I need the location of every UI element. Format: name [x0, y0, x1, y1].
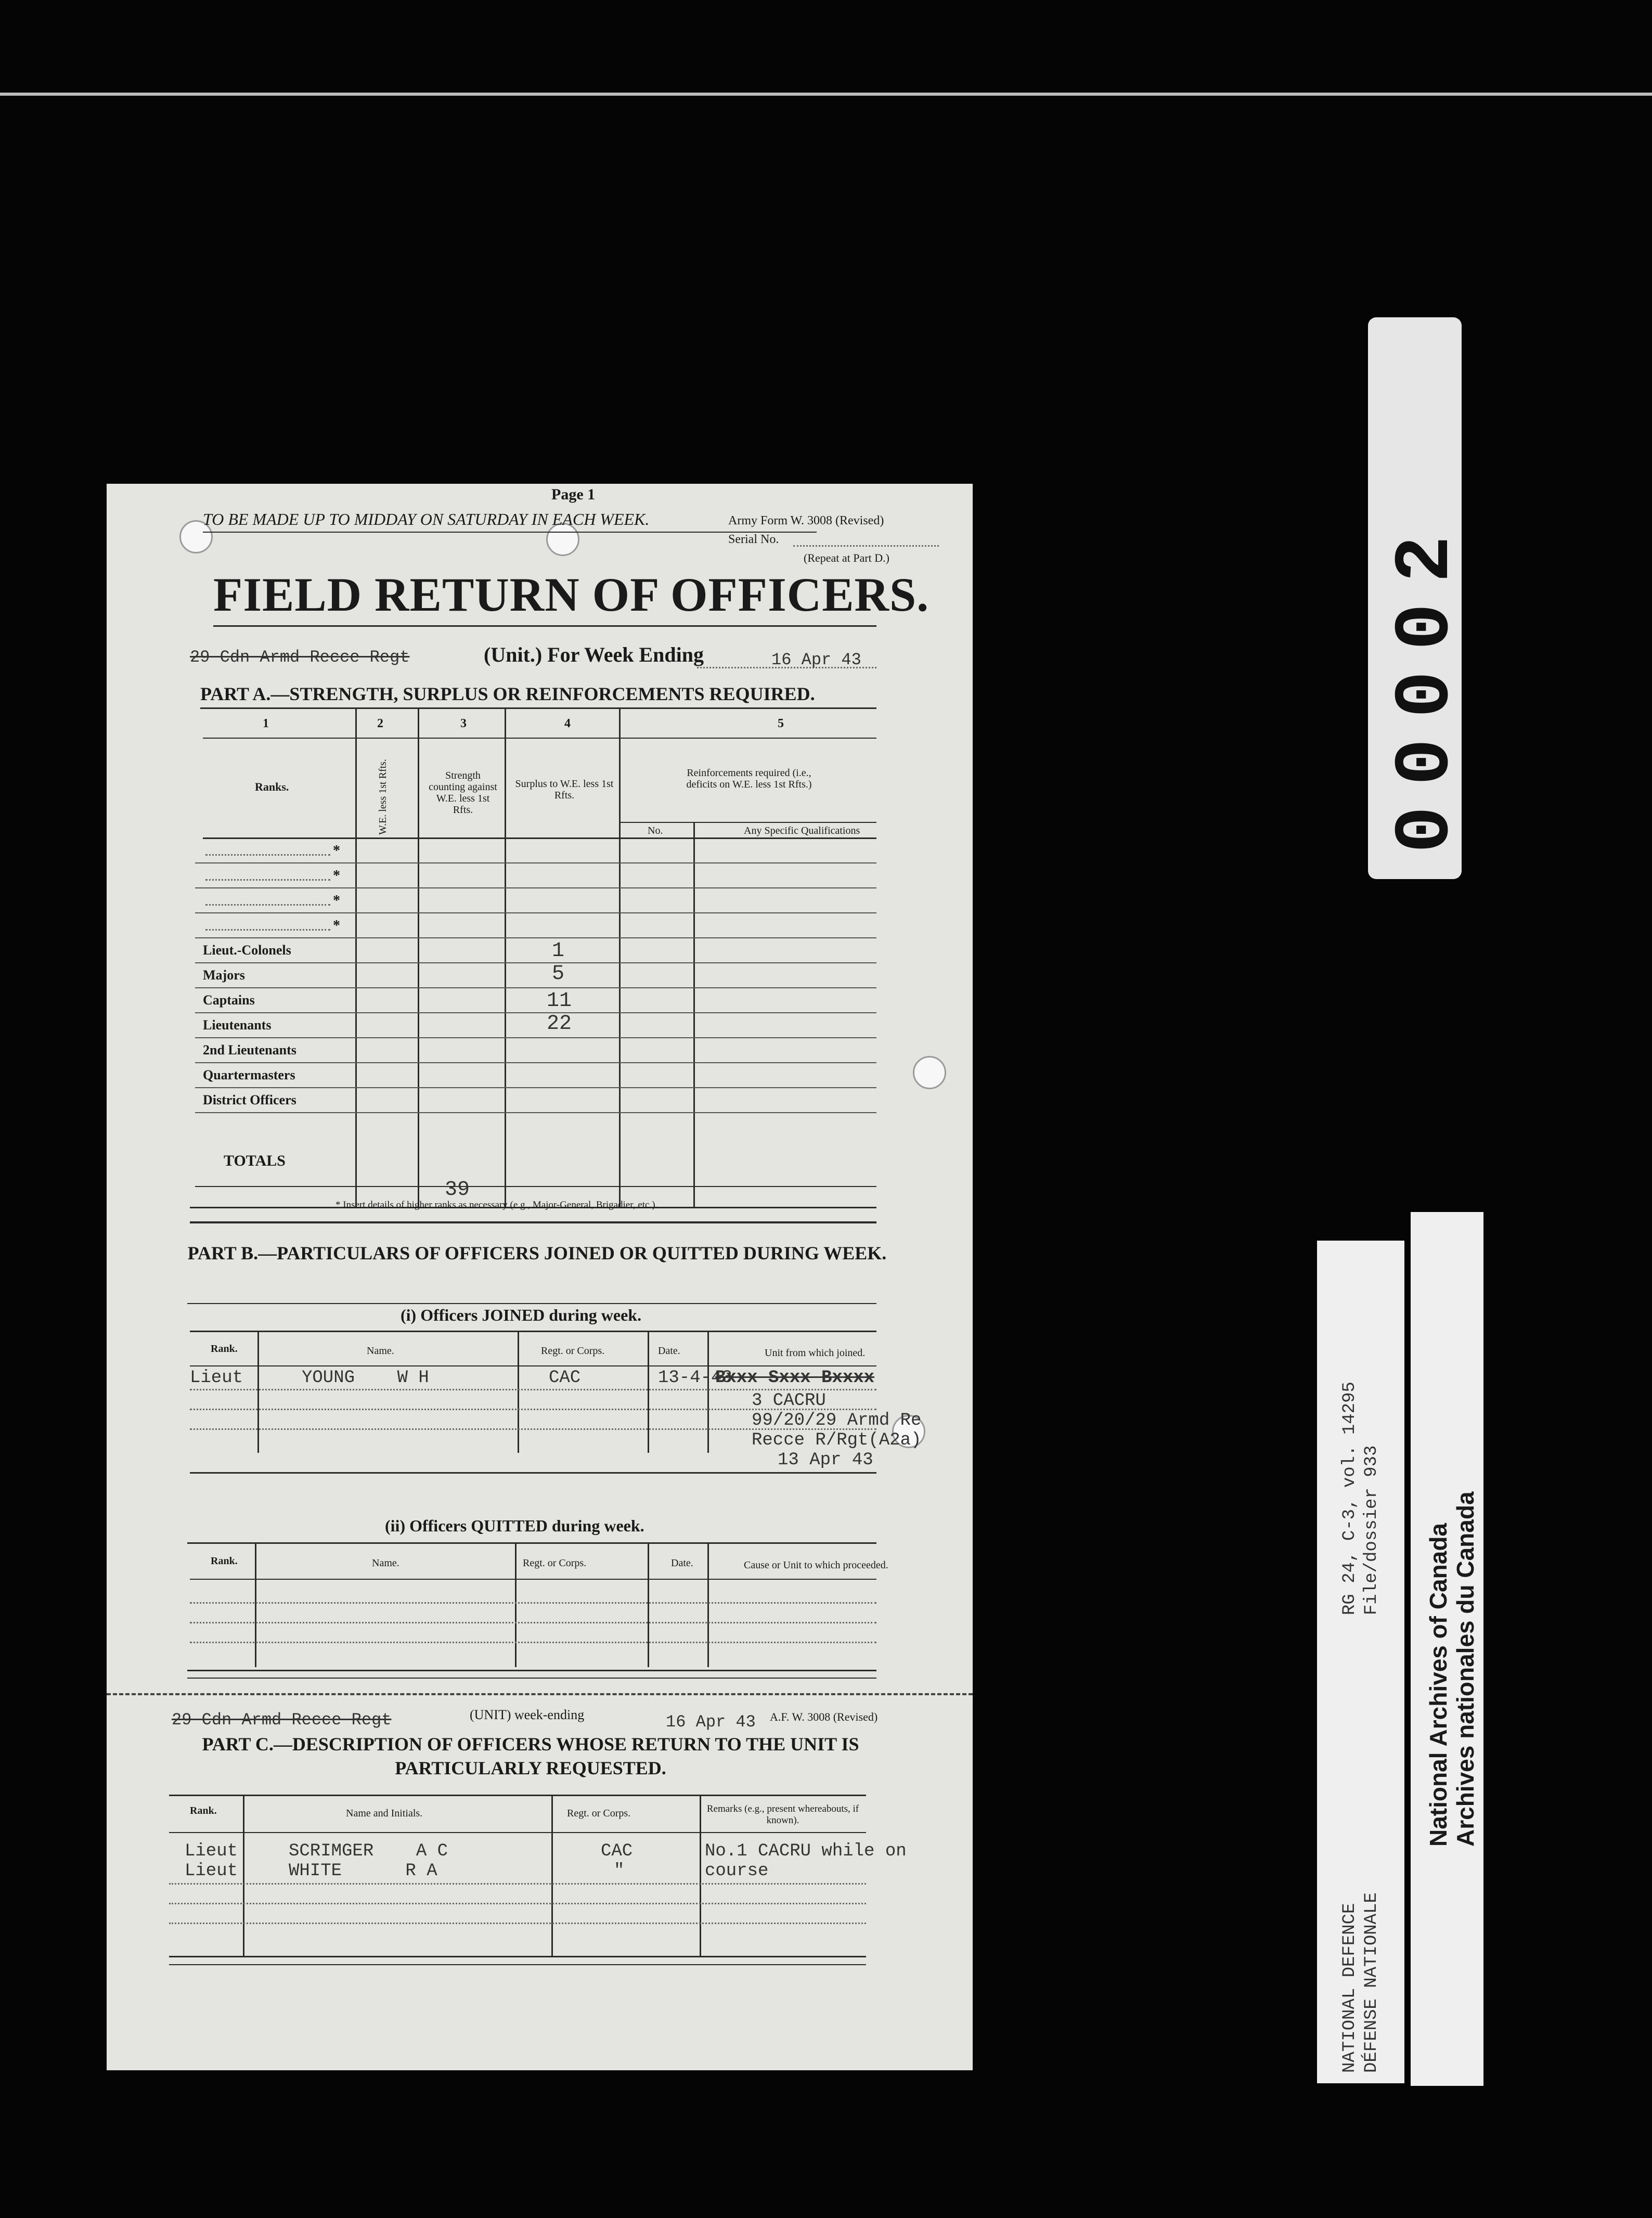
joined-header-date: Date. [658, 1345, 680, 1357]
serial-no-label: Serial No. [728, 533, 779, 546]
column-number: 4 [564, 717, 571, 730]
rank-label: Lieut.-Colonels [203, 943, 291, 958]
tear-off-line [107, 1693, 973, 1695]
part-c-week: 16 Apr 43 [666, 1712, 756, 1732]
army-form-number: Army Form W. 3008 (Revised) [728, 514, 884, 527]
archives-name-english: National Archives of Canada [1425, 1523, 1452, 1847]
reinforcements-column-header: Reinforcements required (i.e., deficits on W.E. less 1st Rfts.) [686, 767, 812, 790]
column-number: 1 [263, 717, 269, 730]
rank-label: Lieutenants [203, 1017, 272, 1033]
quitted-header-rank: Rank. [211, 1555, 238, 1567]
joined-rank: Lieut [190, 1368, 243, 1388]
rank-label: * [333, 843, 340, 859]
field-return-form [107, 484, 973, 2070]
column-number: 5 [778, 717, 784, 730]
joined-header-corps: Regt. or Corps. [541, 1345, 605, 1357]
archives-name-french: Archives nationales du Canada [1452, 1491, 1479, 1847]
part-c-corps: CAC [601, 1841, 633, 1861]
surplus-column-header: Surplus to W.E. less 1st Rfts. [515, 778, 614, 801]
part-b-title: PART B.—PARTICULARS OF OFFICERS JOINED OR QUITTED DURING WEEK. [187, 1243, 887, 1263]
rank-label: Captains [203, 992, 255, 1008]
number-column-header: No. [648, 825, 663, 836]
joined-unit-line: 13 Apr 43 [778, 1450, 873, 1470]
unit-name: 29 Cdn Armd Recce Regt [190, 648, 410, 667]
rank-row [195, 937, 876, 963]
part-c-header-remarks: Remarks (e.g., present whereabouts, if known). [706, 1803, 859, 1826]
joined-header-rank: Rank. [211, 1343, 238, 1355]
department-french: DÉFENSE NATIONALE [1362, 1892, 1382, 2073]
part-c-row [185, 1861, 965, 1881]
archive-label-left [1317, 1241, 1404, 2083]
form-title: FIELD RETURN OF OFFICERS. [213, 568, 930, 621]
part-c-title: PART C.—DESCRIPTION OF OFFICERS WHOSE RETURN TO THE UNIT IS PARTICULARLY REQUESTED. [202, 1734, 859, 1778]
archive-reference-line1: RG 24, C-3, vol. 14295 [1340, 1382, 1360, 1615]
rank-row [195, 1062, 876, 1088]
joined-unit-line: 99/20/29 Armd Re [752, 1411, 922, 1430]
part-c-rank: Lieut [185, 1861, 238, 1881]
rank-strength: 1 [552, 939, 565, 963]
rank-strength: 22 [547, 1012, 572, 1036]
joined-row [190, 1368, 918, 1389]
rank-row [195, 837, 876, 863]
rank-label: Quartermasters [203, 1067, 295, 1082]
rank-row [195, 912, 876, 938]
rank-row [195, 987, 876, 1013]
joined-unit-struck: Bxxx Sxxx Bxxxx [715, 1368, 875, 1388]
archive-label-right [1411, 1212, 1483, 2086]
part-c-rank: Lieut [185, 1841, 238, 1861]
joined-name: YOUNG W H [302, 1368, 429, 1388]
quitted-header-corps: Regt. or Corps. [523, 1557, 587, 1569]
rank-label: Majors [203, 968, 245, 983]
part-c-name: SCRIMGER A C [289, 1841, 448, 1861]
rank-label: 2nd Lieutenants [203, 1042, 296, 1058]
part-c-remarks: No.1 CACRU while on [705, 1841, 907, 1861]
week-ending-value: 16 Apr 43 [771, 650, 861, 669]
repeat-note: (Repeat at Part D.) [804, 551, 889, 564]
archive-reference-line2: File/dossier 933 [1362, 1445, 1382, 1615]
higher-ranks-footnote: * Insert details of higher ranks as necessary (e.g., Major-General, Brigadier, etc.). [335, 1200, 658, 1210]
rank-row [195, 887, 876, 913]
part-c-remarks: course [705, 1861, 769, 1881]
part-c-unit: 29 Cdn Armd Recce Regt [172, 1710, 392, 1730]
ranks-column-header: Ranks. [255, 780, 289, 793]
department-english: NATIONAL DEFENCE [1340, 1903, 1360, 2073]
page-label: Page 1 [551, 486, 596, 503]
quitted-header-name: Name. [372, 1557, 399, 1569]
rank-row [195, 1012, 876, 1038]
unit-label: (Unit.) For Week Ending [484, 643, 704, 666]
rank-label: District Officers [203, 1092, 296, 1107]
part-c-form-number: A.F. W. 3008 (Revised) [770, 1710, 878, 1723]
joined-unit-line: Recce R/Rgt(A2a) [752, 1430, 922, 1450]
rank-label: * [333, 893, 340, 909]
column-number: 2 [377, 717, 383, 730]
rank-strength: 11 [547, 989, 572, 1013]
punch-hole [913, 1056, 946, 1089]
joined-section-title: (i) Officers JOINED during week. [401, 1306, 642, 1324]
part-c-header-rank: Rank. [190, 1805, 217, 1816]
rank-label: * [333, 868, 340, 884]
rank-row [195, 1087, 876, 1113]
part-c-corps: " [614, 1861, 625, 1881]
joined-header-name: Name. [367, 1345, 394, 1357]
joined-date: 13-4-43 [658, 1368, 732, 1388]
part-c-name: WHITE R A [289, 1861, 437, 1881]
rank-row [195, 962, 876, 988]
qualifications-column-header: Any Specific Qualifications [744, 825, 860, 836]
rank-label: * [333, 918, 340, 934]
quitted-header-cause: Cause or Unit to which proceeded. [744, 1559, 888, 1571]
totals-label: TOTALS [224, 1152, 286, 1169]
rank-row [195, 1037, 876, 1063]
joined-corps: CAC [549, 1368, 581, 1388]
column-number: 3 [460, 717, 467, 730]
quitted-header-date: Date. [671, 1557, 693, 1569]
strength-column-header: Strength counting against W.E. less 1st Rfts. [429, 770, 497, 816]
joined-unit-line: 3 CACRU [752, 1391, 826, 1411]
we-column-header: W.E. less 1st Rfts. [377, 759, 389, 835]
frame-number-tab [1368, 317, 1471, 879]
totals-strength: 39 [445, 1178, 470, 1202]
rank-strength: 5 [552, 962, 565, 986]
part-c-unit-label: (UNIT) week-ending [470, 1707, 585, 1722]
part-c-header-name: Name and Initials. [346, 1808, 423, 1819]
part-c-header-corps: Regt. or Corps. [567, 1808, 631, 1819]
scan-top-line [0, 93, 1652, 96]
rank-row [195, 862, 876, 888]
quitted-section-title: (ii) Officers QUITTED during week. [385, 1516, 644, 1535]
instruction-text: TO BE MADE UP TO MIDDAY ON SATURDAY IN EACH WEEK. [203, 510, 650, 528]
part-c-row [185, 1841, 965, 1861]
part-a-title: PART A.—STRENGTH, SURPLUS OR REINFORCEMENTS REQUIRED. [200, 684, 815, 704]
joined-header-unit: Unit from which joined. [765, 1347, 866, 1359]
frame-number: 00002 [1383, 514, 1471, 853]
